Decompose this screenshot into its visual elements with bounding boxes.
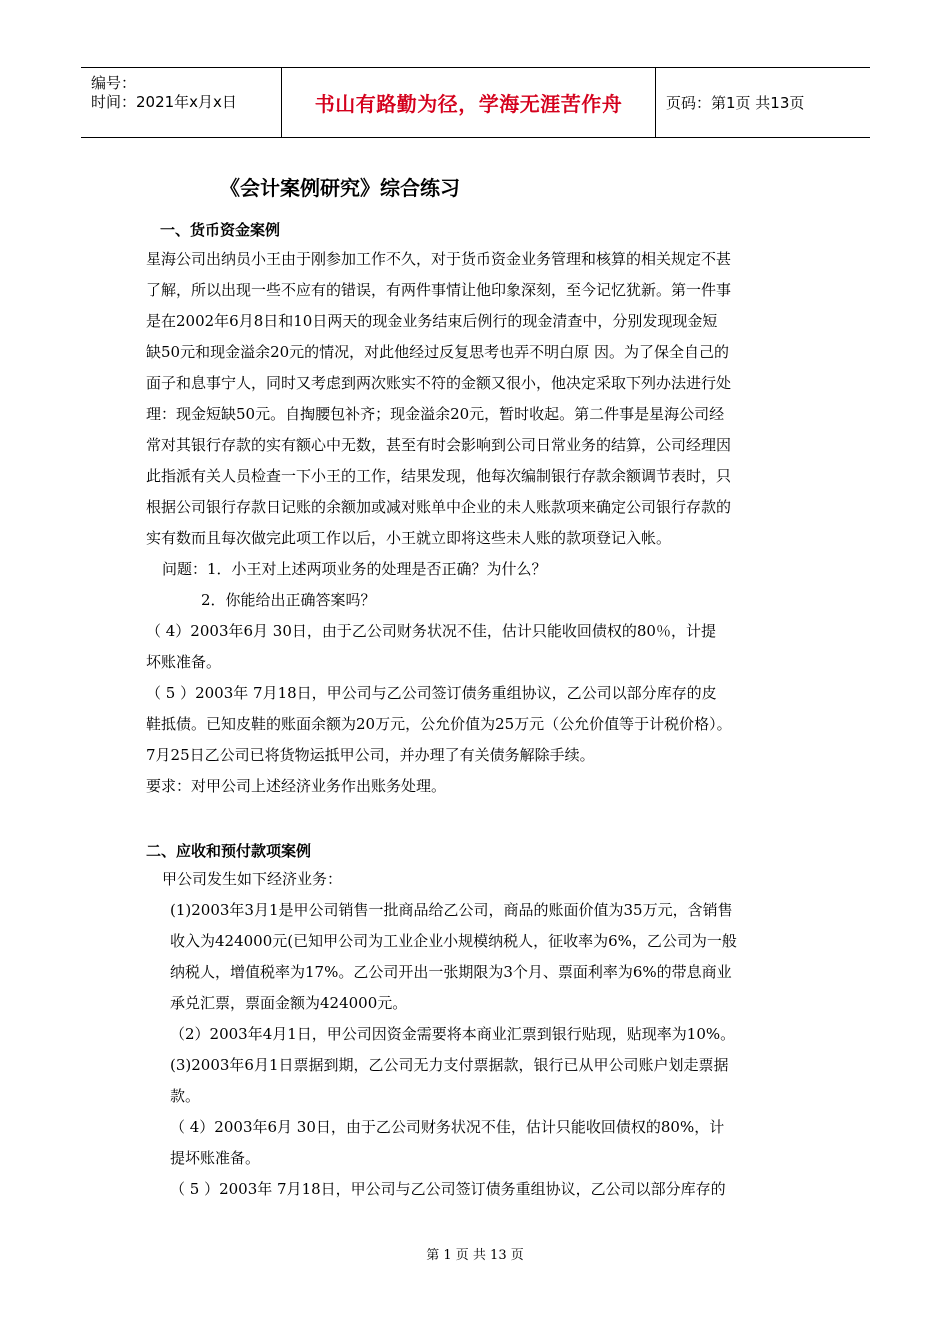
section-receivables-item-3 bbox=[170, 1050, 729, 1112]
body-line: 缺50元和现金溢余20元的情况，对此他经过反复思考也弄不明白原 因。为了保全自己的 bbox=[146, 343, 729, 361]
body-line: （ 4）2003年6月 30日，由于乙公司财务状况不佳，估计只能收回债权的80％，计提 bbox=[146, 622, 716, 640]
section-receivables-item-1 bbox=[170, 895, 737, 1019]
section-heading-receivables: 二、应收和预付款项案例 bbox=[146, 842, 312, 860]
question-1 bbox=[162, 554, 547, 585]
header-motto-cell bbox=[281, 68, 656, 137]
body-line: 提坏账准备。 bbox=[170, 1149, 261, 1167]
body-line: (3)2003年6月1日票据到期，乙公司无力支付票据款，银行已从甲公司账户划走票据 bbox=[170, 1056, 729, 1074]
body-line: 此指派有关人员检查一下小王的工作，结果发现，他每次编制银行存款余额调节表时，只 bbox=[146, 467, 732, 485]
section-heading-cash: 一、货币资金案例 bbox=[160, 221, 281, 239]
body-line: 承兑汇票，票面金额为424000元。 bbox=[170, 994, 408, 1012]
page-code-label: 页码：第1页 共13页 bbox=[666, 94, 805, 112]
motto-text: 书山有路勤为径，学海无涯苦作舟 bbox=[314, 92, 623, 116]
document-title: 《会计案例研究》综合练习 bbox=[220, 176, 460, 200]
body-line: 星海公司出纳员小王由于刚参加工作不久，对于货币资金业务管理和核算的相关规定不甚 bbox=[146, 250, 732, 268]
body-line: 纳税人，增值税率为17%。乙公司开出一张期限为3个月、票面利率为6%的带息商业 bbox=[170, 963, 732, 981]
body-line: 面子和息事宁人，同时又考虑到两次账实不符的金额又很小，他决定采取下列办法进行处 bbox=[146, 374, 732, 392]
question-2-text: 2．你能给出正确答案吗？ bbox=[201, 591, 376, 609]
question-1-text: 问题：1．小王对上述两项业务的处理是否正确？为什么？ bbox=[162, 560, 547, 578]
body-line: 坏账准备。 bbox=[146, 653, 222, 671]
body-line: （ 5 ）2003年 7月18日，甲公司与乙公司签订债务重组协议，乙公司以部分库存的 bbox=[170, 1180, 726, 1198]
section-cash-requirement bbox=[146, 771, 446, 802]
body-line: 理：现金短缺50元。自掏腰包补齐；现金溢余20元，暂时收起。第二件事是星海公司经 bbox=[146, 405, 725, 423]
body-line: 根据公司银行存款日记账的余额加或减对账单中企业的未人账款项来确定公司银行存款的 bbox=[146, 498, 732, 516]
section-cash-item-5 bbox=[146, 678, 732, 771]
header-meta-cell bbox=[81, 68, 281, 137]
body-line: （ 5 ）2003年 7月18日，甲公司与乙公司签订债务重组协议，乙公司以部分库存的皮 bbox=[146, 684, 717, 702]
document-number-label: 编号： bbox=[91, 74, 137, 92]
section-cash-body bbox=[146, 244, 802, 554]
body-line: 了解，所以出现一些不应有的错误，有两件事情让他印象深刻，至今记忆犹新。第一件事 bbox=[146, 281, 732, 299]
header-page-cell bbox=[656, 68, 870, 137]
body-line: （ 4）2003年6月 30日，由于乙公司财务状况不佳，估计只能收回债权的80%，计 bbox=[170, 1118, 725, 1136]
section-cash-item-4 bbox=[146, 616, 716, 678]
body-line: 款。 bbox=[170, 1087, 201, 1105]
body-line: (1)2003年3月1是甲公司销售一批商品给乙公司，商品的账面价值为35万元，含销售 bbox=[170, 901, 733, 919]
section-receivables-item-5 bbox=[170, 1174, 726, 1205]
intro-text: 甲公司发生如下经济业务： bbox=[162, 870, 343, 888]
header-table bbox=[81, 67, 870, 138]
section-receivables-item-4 bbox=[170, 1112, 724, 1174]
question-2 bbox=[201, 585, 376, 616]
body-line: 常对其银行存款的实有额心中无数，甚至有时会影响到公司日常业务的结算，公司经理因 bbox=[146, 436, 732, 454]
section-receivables-item-2 bbox=[170, 1019, 735, 1050]
body-line: 实有数而且每次做完此项工作以后，小王就立即将这些未人账的款项登记入帐。 bbox=[146, 529, 672, 547]
body-line: （2）2003年4月1日，甲公司因资金需要将本商业汇票到银行贴现，贴现率为10%。 bbox=[170, 1025, 736, 1043]
body-line: 鞋抵债。已知皮鞋的账面余额为20万元，公允价值为25万元（公允价值等于计税价格）。 bbox=[146, 715, 732, 733]
page-footer: 第 1 页 共 13 页 bbox=[426, 1248, 524, 1263]
document-time-label: 时间：2021年x月x日 bbox=[91, 93, 237, 111]
body-line: 收入为424000元(已知甲公司为工业企业小规模纳税人，征收率为6%，乙公司为一般 bbox=[170, 932, 737, 950]
body-line: 是在2002年6月8日和10日两天的现金业务结束后例行的现金清查中，分别发现现金短 bbox=[146, 312, 718, 330]
requirement-text: 要求：对甲公司上述经济业务作出账务处理。 bbox=[146, 777, 447, 795]
section-receivables-intro bbox=[162, 864, 342, 895]
body-line: 7月25日乙公司已将货物运抵甲公司，并办理了有关债务解除手续。 bbox=[146, 746, 595, 764]
